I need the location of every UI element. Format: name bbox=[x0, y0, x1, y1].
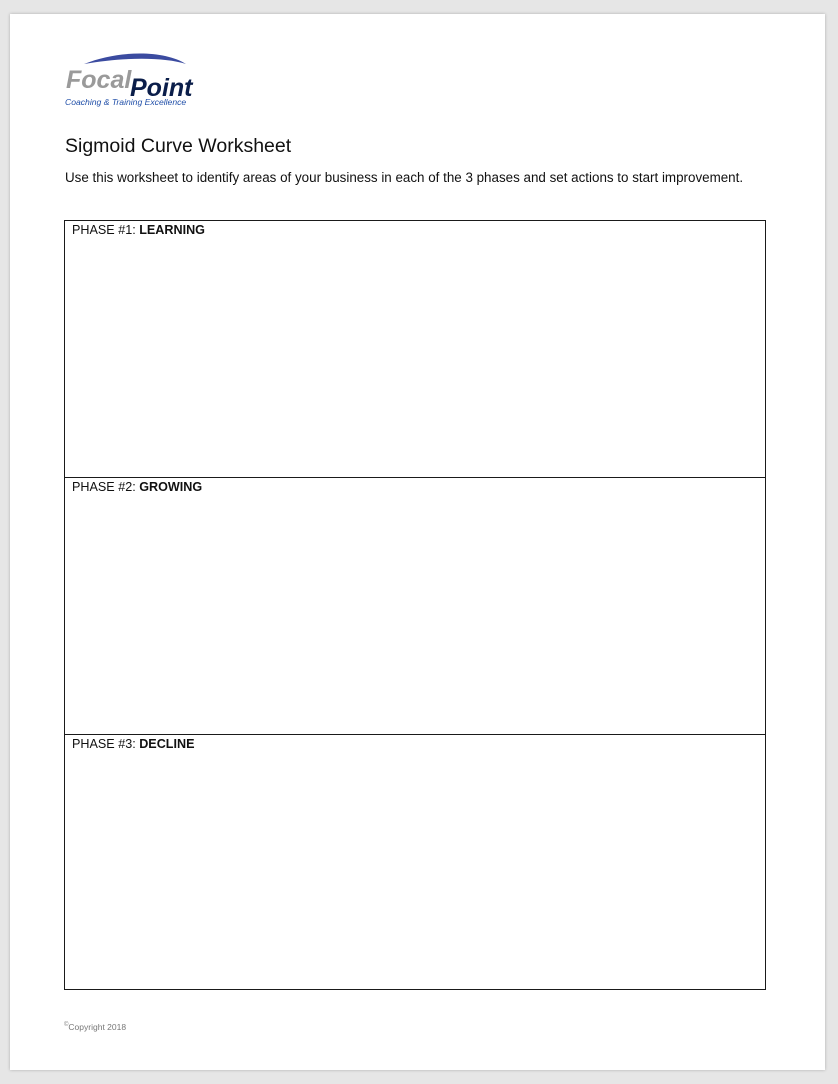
worksheet-instructions: Use this worksheet to identify areas of your business in each of the 3 phases and set actions to start improvement. bbox=[65, 170, 744, 185]
logo-tagline-text: Coaching & Training Excellence bbox=[65, 97, 187, 107]
phase-label bbox=[72, 223, 205, 237]
worksheet-title: Sigmoid Curve Worksheet bbox=[65, 135, 292, 157]
logo-focal-text: Focal bbox=[66, 66, 132, 94]
phase-row-growing bbox=[65, 477, 765, 734]
copyright-notice bbox=[64, 1022, 126, 1032]
focalpoint-logo bbox=[64, 52, 199, 112]
phase-label bbox=[72, 480, 202, 494]
logo-point-text: Point bbox=[130, 74, 193, 102]
phases-table bbox=[64, 220, 766, 990]
phase-label bbox=[72, 737, 194, 751]
focalpoint-logo-graphic bbox=[64, 52, 199, 112]
phase-prefix: PHASE #3: bbox=[72, 737, 140, 751]
copyright-text: Copyright 2018 bbox=[68, 1022, 127, 1032]
phase-prefix: PHASE #2: bbox=[72, 480, 140, 494]
copyright-symbol: © bbox=[64, 1022, 69, 1029]
phase-name: DECLINE bbox=[139, 737, 195, 751]
phase-prefix: PHASE #1: bbox=[72, 223, 140, 237]
phase-name: LEARNING bbox=[139, 223, 205, 237]
phase-row-decline bbox=[65, 734, 765, 990]
phase-name: GROWING bbox=[139, 480, 203, 494]
document-page bbox=[10, 14, 825, 1070]
phase-row-learning bbox=[65, 221, 765, 477]
logo-swoosh bbox=[84, 54, 186, 65]
